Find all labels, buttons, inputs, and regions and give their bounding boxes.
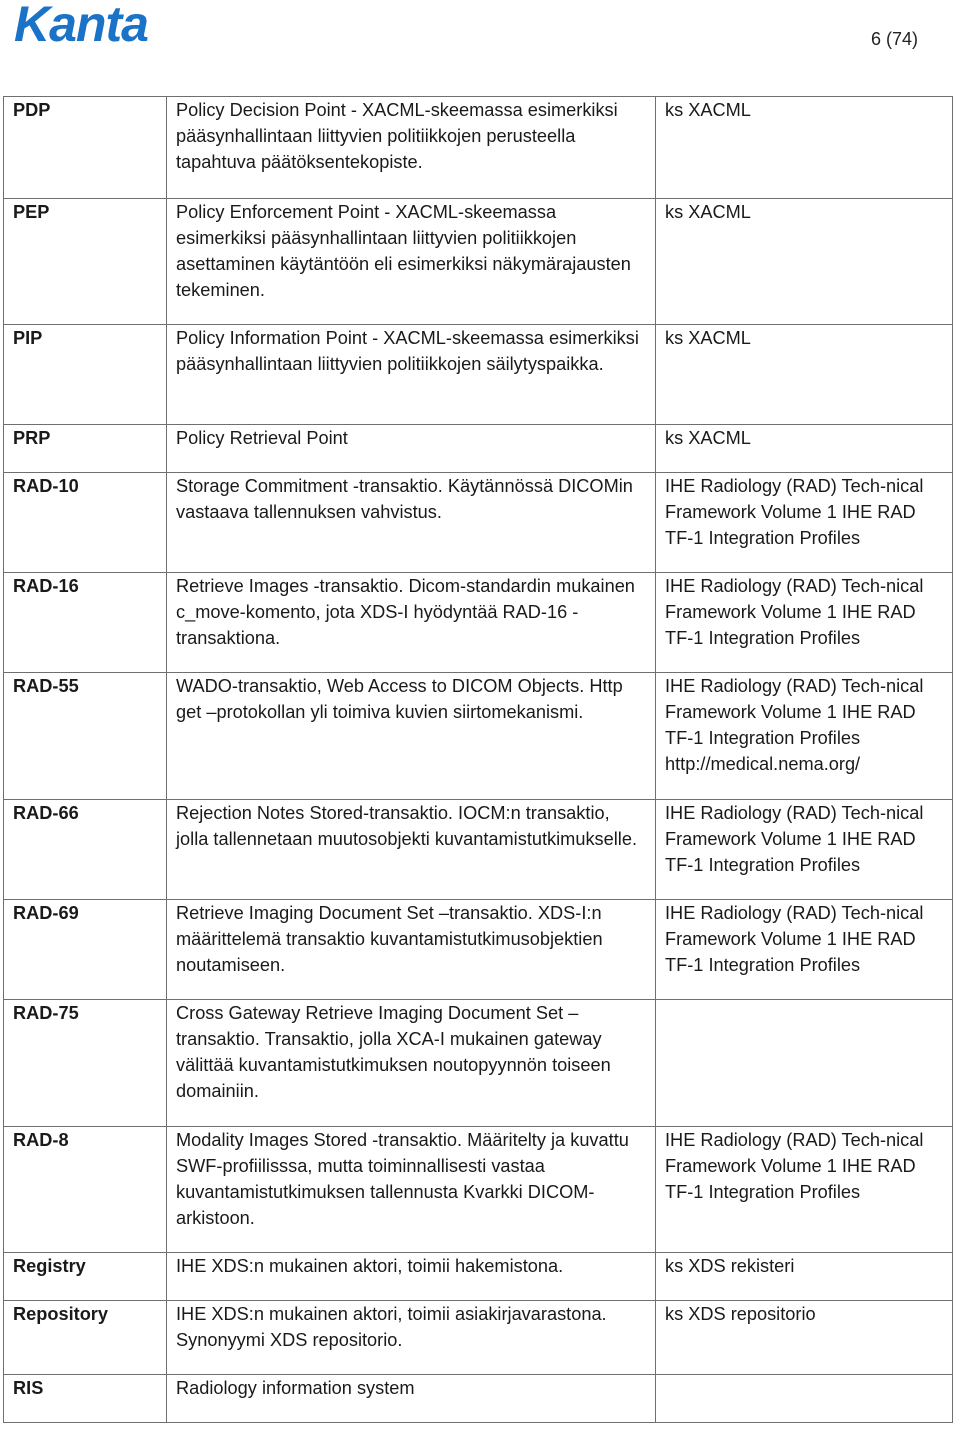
table-row bbox=[4, 425, 953, 473]
description-cell: IHE XDS:n mukainen aktori, toimii hakemistona. bbox=[167, 1253, 656, 1301]
reference-cell: IHE Radiology (RAD) Tech-nical Framework Volume 1 IHE RAD TF-1 Integration Profiles http://medical.nema.org/ bbox=[656, 673, 953, 800]
table-row bbox=[4, 673, 953, 800]
term-cell: PDP bbox=[4, 97, 167, 199]
description-cell: Policy Information Point - XACML-skeemassa esimerkiksi pääsynhallintaan liittyvien politiikkojen säilytyspaikka. bbox=[167, 325, 656, 425]
description-cell: Rejection Notes Stored-transaktio. IOCM:n transaktio, jolla tallennetaan muutosobjekti kuvantamistutkimukselle. bbox=[167, 800, 656, 900]
reference-cell: ks XACML bbox=[656, 425, 953, 473]
term-cell: PEP bbox=[4, 199, 167, 325]
table-row bbox=[4, 1127, 953, 1253]
term-cell: RAD-55 bbox=[4, 673, 167, 800]
page-number: 6 (74) bbox=[870, 29, 918, 49]
reference-cell: IHE Radiology (RAD) Tech-nical Framework Volume 1 IHE RAD TF-1 Integration Profiles bbox=[656, 473, 953, 573]
reference-cell: ks XACML bbox=[656, 97, 953, 199]
table-row bbox=[4, 97, 953, 199]
reference-cell: ks XDS repositorio bbox=[656, 1301, 953, 1375]
table-row bbox=[4, 1301, 953, 1375]
description-cell: Retrieve Images -transaktio. Dicom-standardin mukainen c_move-komento, jota XDS-I hyödyntää RAD-16 -transaktiona. bbox=[167, 573, 656, 673]
term-cell: RAD-69 bbox=[4, 900, 167, 1000]
description-cell: IHE XDS:n mukainen aktori, toimii asiakirjavarastona. Synonyymi XDS repositorio. bbox=[167, 1301, 656, 1375]
reference-cell: ks XACML bbox=[656, 199, 953, 325]
logo-wordmark: Kanta bbox=[14, 0, 148, 52]
term-cell: RIS bbox=[4, 1375, 167, 1423]
table-row bbox=[4, 325, 953, 425]
term-cell: RAD-16 bbox=[4, 573, 167, 673]
reference-cell: ks XACML bbox=[656, 325, 953, 425]
table-row bbox=[4, 800, 953, 900]
term-cell: RAD-8 bbox=[4, 1127, 167, 1253]
term-cell: Repository bbox=[4, 1301, 167, 1375]
description-cell: Policy Retrieval Point bbox=[167, 425, 656, 473]
table-row bbox=[4, 1375, 953, 1423]
glossary-table bbox=[3, 96, 953, 1423]
table-row bbox=[4, 900, 953, 1000]
description-cell: Modality Images Stored -transaktio. Määritelty ja kuvattu SWF-profiilisssa, mutta toiminnallisesti vastaa kuvantamistutkimuksen tallennusta Kvarkki DICOM-arkistoon. bbox=[167, 1127, 656, 1253]
description-cell: WADO-transaktio, Web Access to DICOM Objects. Http get –protokollan yli toimiva kuvien siirtomekanismi. bbox=[167, 673, 656, 800]
table-row bbox=[4, 473, 953, 573]
description-cell: Policy Decision Point - XACML-skeemassa esimerkiksi pääsynhallintaan liittyvien politiikkojen perusteella tapahtuva päätöksentekopiste. bbox=[167, 97, 656, 199]
reference-cell: IHE Radiology (RAD) Tech-nical Framework Volume 1 IHE RAD TF-1 Integration Profiles bbox=[656, 800, 953, 900]
term-cell: RAD-75 bbox=[4, 1000, 167, 1127]
term-cell: RAD-10 bbox=[4, 473, 167, 573]
table-row bbox=[4, 1253, 953, 1301]
reference-cell bbox=[656, 1000, 953, 1127]
reference-cell: IHE Radiology (RAD) Tech-nical Framework Volume 1 IHE RAD TF-1 Integration Profiles bbox=[656, 573, 953, 673]
table-row bbox=[4, 573, 953, 673]
term-cell: Registry bbox=[4, 1253, 167, 1301]
table-row bbox=[4, 199, 953, 325]
description-cell: Storage Commitment -transaktio. Käytännössä DICOMin vastaava tallennuksen vahvistus. bbox=[167, 473, 656, 573]
reference-cell: IHE Radiology (RAD) Tech-nical Framework Volume 1 IHE RAD TF-1 Integration Profiles bbox=[656, 1127, 953, 1253]
reference-cell bbox=[656, 1375, 953, 1423]
term-cell: PIP bbox=[4, 325, 167, 425]
reference-cell: IHE Radiology (RAD) Tech-nical Framework Volume 1 IHE RAD TF-1 Integration Profiles bbox=[656, 900, 953, 1000]
term-cell: PRP bbox=[4, 425, 167, 473]
description-cell: Cross Gateway Retrieve Imaging Document Set – transaktio. Transaktio, jolla XCA-I mukainen gateway välittää kuvantamistutkimuksen noutopyynnön toiseen domainiin. bbox=[167, 1000, 656, 1127]
table-row bbox=[4, 1000, 953, 1127]
description-cell: Policy Enforcement Point - XACML-skeemassa esimerkiksi pääsynhallintaan liittyvien politiikkojen asettaminen käytäntöön eli esimerkiksi näkymärajausten tekeminen. bbox=[167, 199, 656, 325]
reference-cell: ks XDS rekisteri bbox=[656, 1253, 953, 1301]
kanta-logo bbox=[14, 0, 148, 52]
term-cell: RAD-66 bbox=[4, 800, 167, 900]
description-cell: Retrieve Imaging Document Set –transaktio. XDS-I:n määrittelemä transaktio kuvantamistutkimusobjektien noutamiseen. bbox=[167, 900, 656, 1000]
description-cell: Radiology information system bbox=[167, 1375, 656, 1423]
